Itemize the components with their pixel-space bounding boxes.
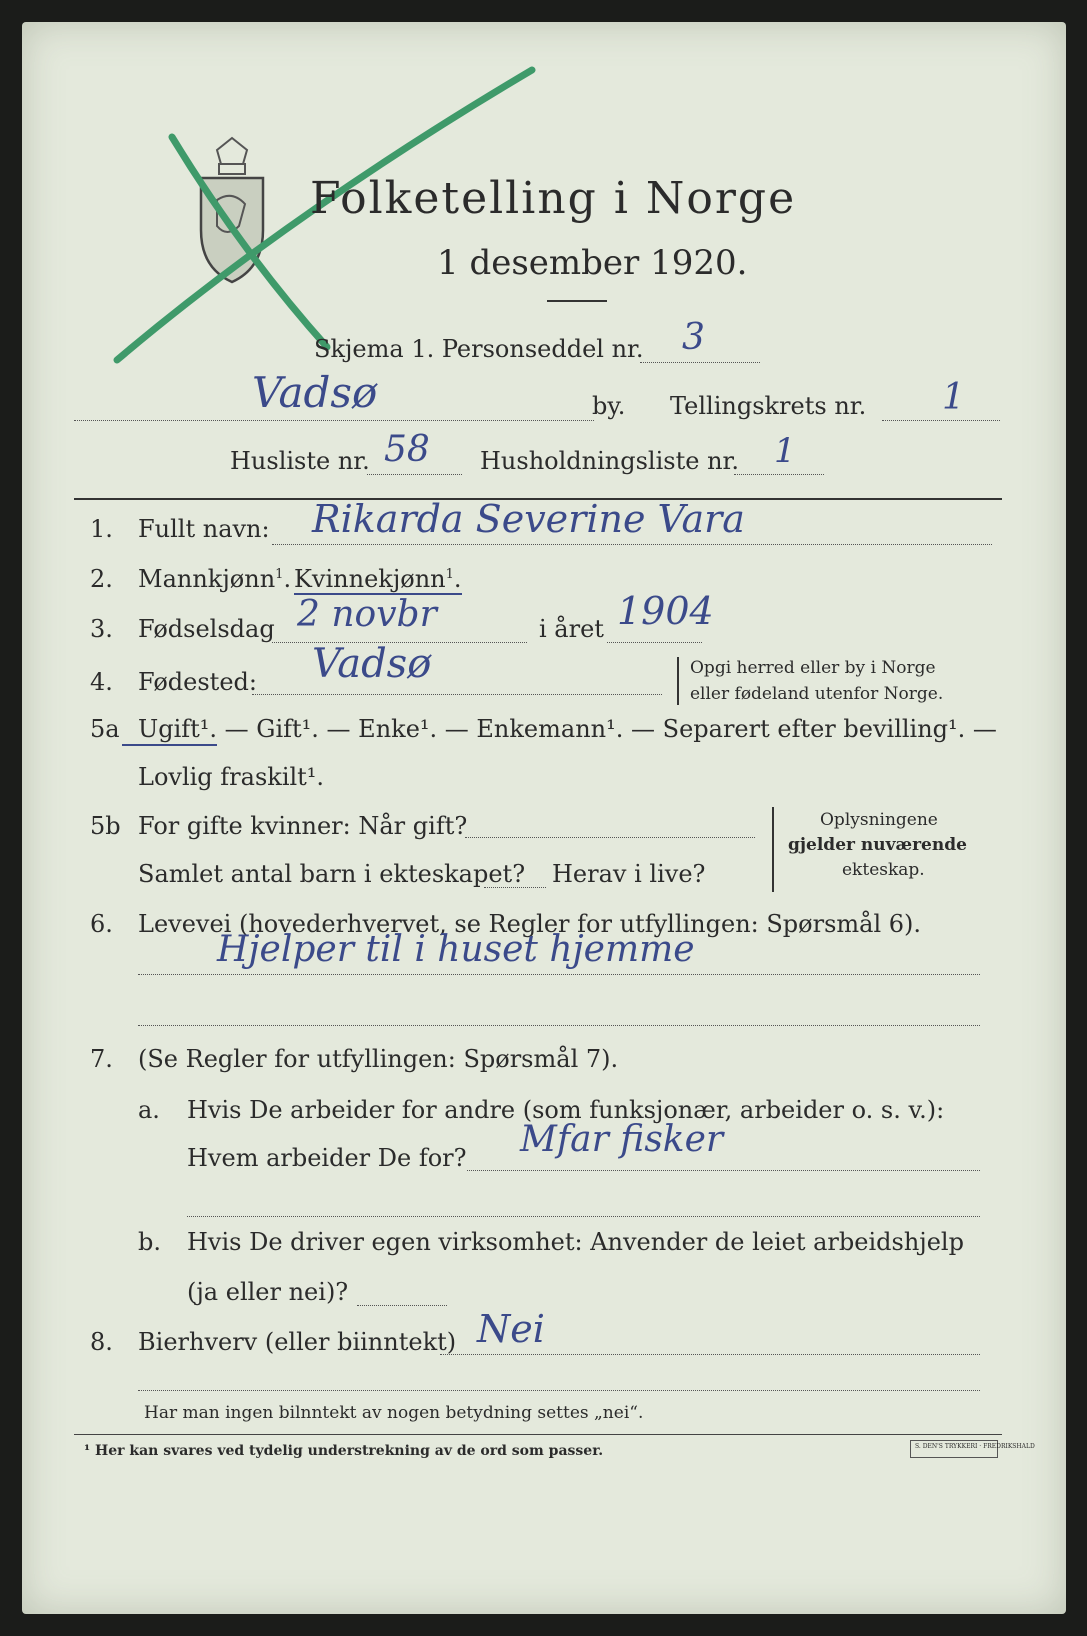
census-date: 1 desember 1920. bbox=[437, 243, 748, 283]
q4-answer: Vadsø bbox=[312, 641, 432, 687]
q6-label: Levevei (hovederhvervet, se Regler for utfyllingen: Spørsmål 6). bbox=[138, 910, 922, 938]
q7b-line2: (ja eller nei)? bbox=[187, 1278, 349, 1306]
personseddel-number: 3 bbox=[682, 317, 705, 358]
q2-kvinnekjonn: Kvinnekjønn$^1$. bbox=[294, 565, 462, 593]
q4-label: Fødested: bbox=[138, 668, 257, 696]
personseddel-line bbox=[640, 362, 760, 363]
q3-year-label: i året bbox=[539, 615, 604, 643]
husliste-label: Husliste nr. bbox=[230, 447, 370, 475]
q6-answer: Hjelper til i huset hjemme bbox=[217, 929, 695, 970]
husliste-answer: 58 bbox=[384, 429, 430, 470]
q1-label: Fullt navn: bbox=[138, 515, 270, 543]
q5b-number: 5b bbox=[90, 812, 121, 840]
q4-line bbox=[252, 694, 662, 695]
q3-year-answer: 1904 bbox=[617, 589, 714, 633]
q5b-line2a: Samlet antal barn i ekteskapet? bbox=[138, 860, 526, 888]
husholdning-answer: 1 bbox=[774, 431, 796, 471]
q5b-gift-line bbox=[465, 837, 755, 838]
tellingskrets-label: Tellingskrets nr. bbox=[670, 392, 867, 420]
q5b-line1: For gifte kvinner: Når gift? bbox=[138, 812, 468, 840]
q1-answer: Rikarda Severine Vara bbox=[312, 497, 745, 541]
husliste-line bbox=[367, 474, 462, 475]
q4-number: 4. bbox=[90, 668, 113, 696]
q5b-note2: gjelder nuværende bbox=[788, 835, 967, 855]
q5a-line2: Lovlig fraskilt¹. bbox=[138, 763, 325, 791]
q7a-line1: Hvis De arbeider for andre (som funksjonær, arbeider o. s. v.): bbox=[187, 1096, 945, 1124]
q3-day-answer: 2 novbr bbox=[297, 594, 437, 635]
q7a-line bbox=[467, 1170, 980, 1171]
ugift-underline bbox=[122, 744, 217, 746]
q5a-number: 5a bbox=[90, 715, 120, 743]
q7b-number: b. bbox=[138, 1228, 161, 1256]
q7a-line2 bbox=[187, 1216, 980, 1217]
q8-line2 bbox=[138, 1390, 980, 1391]
q3-number: 3. bbox=[90, 615, 113, 643]
footnote-rule bbox=[74, 1434, 1002, 1435]
tellingskrets-answer: 1 bbox=[942, 377, 965, 418]
q7a-line2: Hvem arbeider De for? bbox=[187, 1144, 467, 1172]
q5b-brace bbox=[772, 807, 774, 892]
q7b-line1: Hvis De driver egen virksomhet: Anvender de leiet arbeidshjelp bbox=[187, 1228, 964, 1256]
q6-line2 bbox=[138, 1025, 980, 1026]
q8-answer: Nei bbox=[477, 1307, 545, 1351]
q4-note-line1: Opgi herred eller by i Norge bbox=[690, 658, 936, 678]
q6-number: 6. bbox=[90, 910, 113, 938]
q3-year-line bbox=[607, 642, 702, 643]
city-line bbox=[74, 420, 594, 421]
form-title: Folketelling i Norge bbox=[310, 173, 797, 224]
by-label: by. bbox=[592, 392, 626, 420]
q7a-answer: Mfar fisker bbox=[520, 1119, 724, 1160]
schema-label: Skjema 1. Personseddel nr. bbox=[314, 335, 644, 363]
footnote: ¹ Her kan svares ved tydelig understrekning av de ord som passer. bbox=[84, 1443, 604, 1459]
q5b-barn-line bbox=[484, 887, 546, 888]
husholdning-label: Husholdningsliste nr. bbox=[480, 447, 739, 475]
husholdning-line bbox=[734, 474, 824, 475]
q7-number: 7. bbox=[90, 1045, 113, 1073]
printer-stamp: S. DEN'S TRYKKERI · FREDRIKSHALD bbox=[910, 1440, 998, 1458]
title-divider bbox=[547, 300, 607, 302]
tellingskrets-line bbox=[882, 420, 1000, 421]
q5b-note1: Oplysningene bbox=[820, 810, 938, 830]
q1-number: 1. bbox=[90, 515, 113, 543]
q8-note: Har man ingen bilnntekt av nogen betydning settes „nei“. bbox=[144, 1403, 644, 1423]
q4-brace bbox=[677, 657, 679, 705]
q5a-line1: Ugift¹. — Gift¹. — Enke¹. — Enkemann¹. — Separert efter bevilling¹. — bbox=[138, 715, 997, 743]
q5b-line2b: Herav i live? bbox=[552, 860, 706, 888]
q4-note-line2: eller fødeland utenfor Norge. bbox=[690, 684, 944, 704]
census-form-sheet bbox=[22, 22, 1066, 1614]
q8-number: 8. bbox=[90, 1328, 113, 1356]
q2-mannkjonn: Mannkjønn$^1$. bbox=[138, 565, 292, 593]
q7b-line bbox=[357, 1305, 447, 1306]
q8-line bbox=[440, 1354, 980, 1355]
city-answer: Vadsø bbox=[252, 368, 378, 417]
q2-number: 2. bbox=[90, 565, 113, 593]
q7a-number: a. bbox=[138, 1096, 160, 1124]
q3-label: Fødselsdag bbox=[138, 615, 275, 643]
q1-line bbox=[272, 544, 992, 545]
q5b-note3: ekteskap. bbox=[842, 860, 925, 880]
q7-label: (Se Regler for utfyllingen: Spørsmål 7). bbox=[138, 1045, 619, 1073]
q8-label: Bierhverv (eller biinntekt) bbox=[138, 1328, 457, 1356]
q6-line1 bbox=[138, 974, 980, 975]
